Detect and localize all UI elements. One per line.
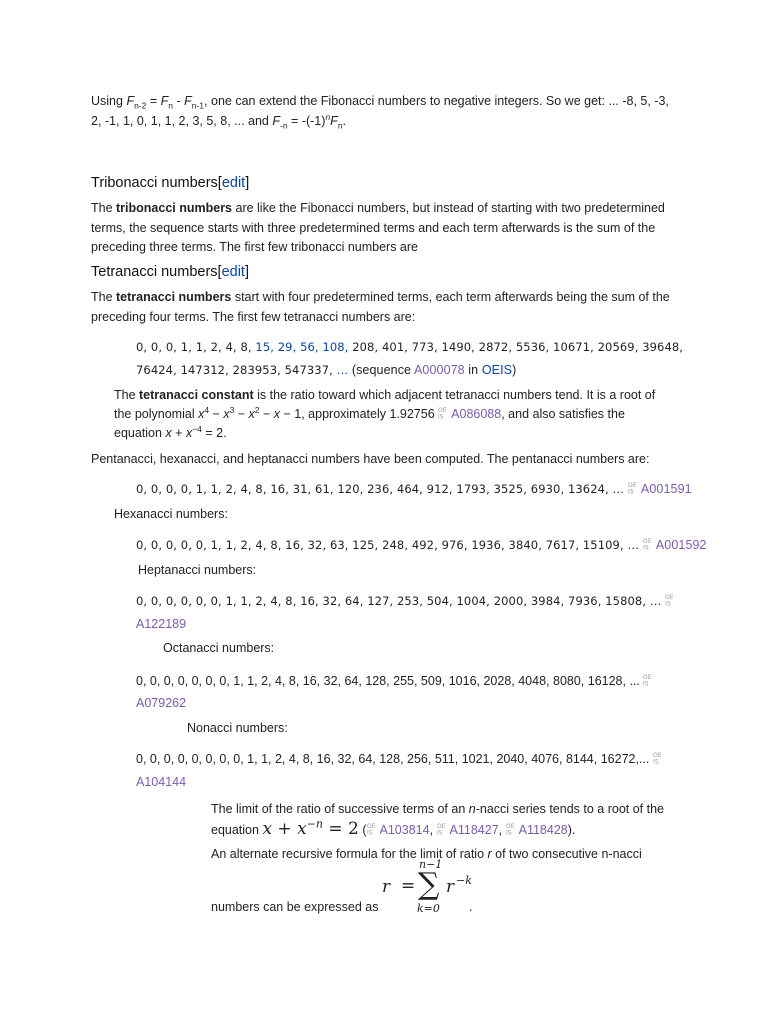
oeis-link-a118427[interactable]: A118427	[449, 823, 499, 837]
oeis-link-a103814[interactable]: A103814	[379, 823, 430, 837]
oeis-link-a086088[interactable]: A086088	[451, 407, 502, 421]
oeis-link-a001592[interactable]: A001592	[655, 538, 707, 552]
tribonacci-edit-link[interactable]: edit	[221, 175, 246, 191]
oeis-link[interactable]: OEIS	[481, 363, 513, 377]
oeis-link-a118428[interactable]: A118428	[518, 823, 568, 837]
oeis-icon	[367, 823, 379, 835]
heptanacci-sequence: 0, 0, 0, 0, 0, 0, 1, 1, 2, 4, 8, 16, 32, 64, 127, 253, 504, 1004, 2000, 3984, 7936, 15808, …	[136, 590, 756, 613]
oeis-icon	[438, 407, 450, 419]
tetranacci-term-links[interactable]: 15, 29, 56, 108,	[255, 340, 349, 354]
alternate-formula-line2: numbers can be expressed as	[211, 900, 379, 914]
nonacci-label: Nonacci numbers:	[187, 721, 288, 735]
oeis-icon	[643, 674, 655, 686]
formula-end-dot: .	[469, 900, 473, 914]
oeis-link-a122189[interactable]: A122189	[136, 617, 187, 631]
pentanacci-sequence: 0, 0, 0, 0, 1, 1, 2, 4, 8, 16, 31, 61, 120, 236, 464, 912, 1793, 3525, 6930, 13624, … A001591	[136, 482, 692, 496]
summation-formula: r = n−1 ∑ k=0 r −k	[382, 858, 472, 915]
tetranacci-sequence: 0, 0, 0, 1, 1, 2, 4, 8, 15, 29, 56, 108, 208, 401, 773, 1490, 2872, 5536, 10671, 20569, 39648, 76424, 147312, 283953, 547337, … (sequence A000078 in OEIS)	[136, 340, 684, 377]
pentanacci-intro: Pentanacci, hexanacci, and heptanacci numbers have been computed. The pentanacci numbers are:	[91, 452, 650, 466]
oeis-icon	[643, 538, 655, 550]
limit-paragraph: The limit of the ratio of successive terms of an n-nacci series tends to a root of the equation $x + x^{-n} = 2$ ( A103814, A118427, A118428).	[211, 802, 664, 839]
oeis-icon	[653, 752, 665, 764]
limit-equation: $x + x^{-n} = 2$	[262, 817, 359, 839]
octanacci-sequence: 0, 0, 0, 0, 0, 0, 0, 1, 1, 2, 4, 8, 16, 32, 64, 128, 255, 509, 1016, 2028, 4048, 8080, 16128, ...	[136, 670, 756, 693]
heptanacci-label: Heptanacci numbers:	[138, 563, 257, 577]
oeis-link-a001591[interactable]: A001591	[640, 482, 692, 496]
oeis-link-a104144[interactable]: A104144	[136, 775, 187, 789]
oeis-link-a079262[interactable]: A079262	[136, 696, 187, 710]
octanacci-label: Octanacci numbers:	[163, 641, 275, 655]
hexanacci-sequence: 0, 0, 0, 0, 0, 1, 1, 2, 4, 8, 16, 32, 63, 125, 248, 492, 976, 1936, 3840, 7617, 15109, … A001592	[136, 538, 707, 552]
tetranacci-paragraph: The tetranacci numbers start with four predetermined terms, each term afterwards being the sum of the preceding four terms. The first few tetranacci numbers are:	[91, 290, 670, 324]
oeis-icon	[665, 594, 677, 606]
alternate-formula-line1: An alternate recursive formula for the limit of ratio r of two consecutive n-nacci	[211, 847, 642, 861]
tribonacci-paragraph: The tribonacci numbers are like the Fibonacci numbers, but instead of starting with two predetermined terms, the sequence starts with three predetermined terms and each term afterwards is the sum of the preceding three terms. The first few tribonacci numbers are	[91, 201, 665, 254]
nonacci-sequence: 0, 0, 0, 0, 0, 0, 0, 0, 1, 1, 2, 4, 8, 16, 32, 64, 128, 256, 511, 1021, 2040, 4076, 8144, 16272,...	[136, 748, 766, 771]
oeis-link-a000078[interactable]: A000078	[413, 363, 465, 377]
oeis-icon	[437, 823, 449, 835]
fibonacci-negative-paragraph: Using $F_{n-2} = F_n - F_{n-1}$, one can extend the Fibonacci numbers to negative integers. So we get: ... -8, 5, -3, 2, -1, 1, 0, 1, 1, 2, 3, 5, 8, ... and $F_{-n} = -(-1)^nF_n$.	[91, 94, 669, 130]
tetranacci-constant-paragraph: The tetranacci constant is the ratio toward which adjacent tetranacci numbers tend. It is a root of the polynomial $x^4 - x^3 - x^2 - x - 1$, approximately 1.92756 A086088, and also satisfies the equation $x + x^{-4} = 2$.	[114, 388, 656, 440]
oeis-icon	[506, 823, 518, 835]
tetranacci-edit-link[interactable]: edit	[221, 264, 245, 280]
tetranacci-heading: Tetranacci numbers[edit]	[91, 264, 249, 280]
oeis-icon	[628, 482, 640, 494]
tribonacci-heading: Tribonacci numbers[edit]	[91, 175, 250, 191]
hexanacci-label: Hexanacci numbers:	[114, 507, 228, 521]
